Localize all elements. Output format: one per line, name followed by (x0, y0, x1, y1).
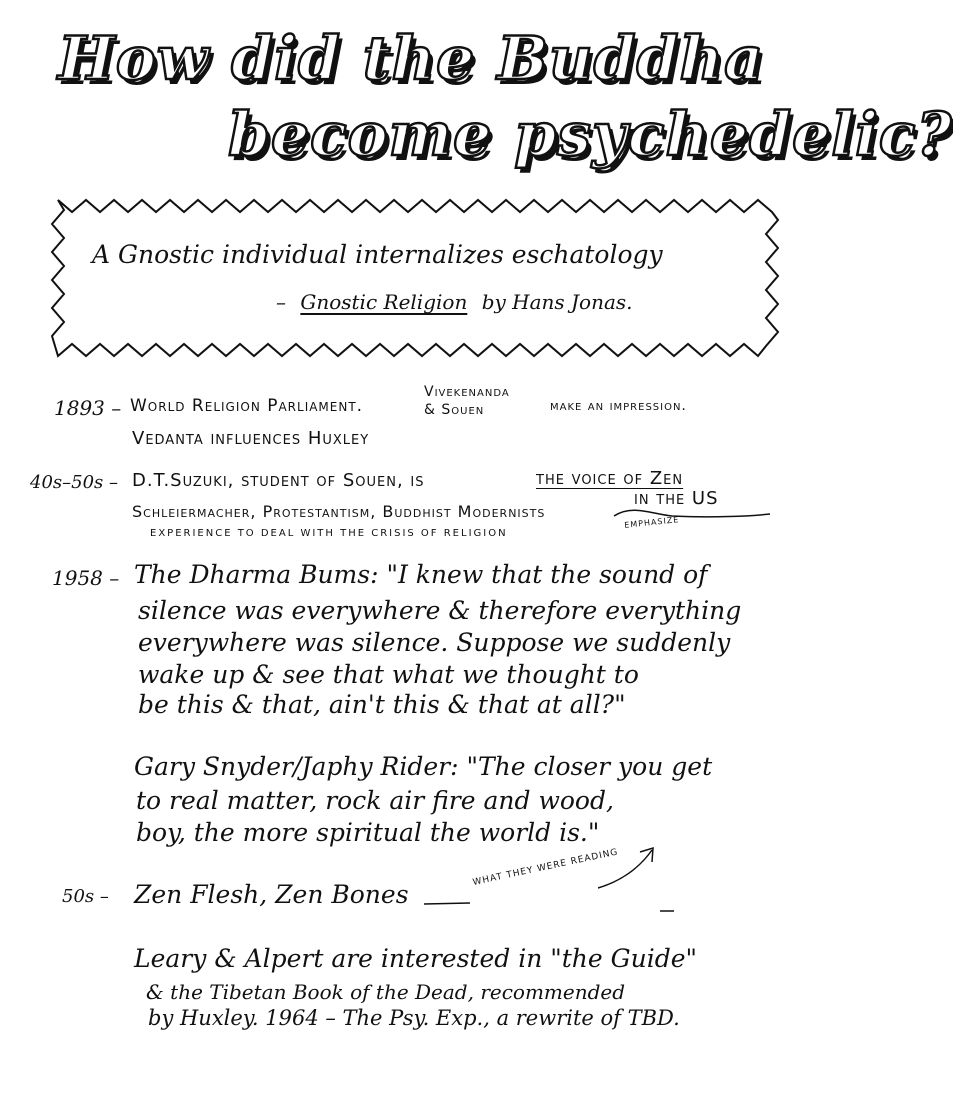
entry-1893-line-1-end: make an impression. (550, 398, 687, 414)
entry-1893-names-bottom: & Souen (424, 402, 485, 418)
entry-1958-line-4: wake up & see that what we thought to (138, 660, 639, 689)
entry-1958-line-3: everywhere was silence. Suppose we suddenly (138, 628, 731, 657)
leary-line-2: & the Tibetan Book of the Dead, recommended (146, 980, 626, 1004)
leary-line-3: by Huxley. 1964 – The Psy. Exp., a rewrite of TBD. (148, 1006, 680, 1030)
arrow-icon (594, 838, 664, 898)
year-50s: 50s – (62, 886, 109, 907)
snyder-line-1: Gary Snyder/Japhy Rider: "The closer you get (134, 752, 713, 781)
entry-50s-note: WHAT THEY WERE READING (471, 847, 620, 888)
quote-attribution (276, 290, 633, 314)
snyder-line-2: to real matter, rock air fire and wood, (136, 786, 614, 815)
entry-50s-title: Zen Flesh, Zen Bones (134, 880, 409, 909)
entry-40s-line-2: Schleiermacher, Protestantism, Buddhist Modernists (132, 502, 546, 521)
entry-40s-in-the-us: in the US (634, 488, 719, 509)
entry-1958-line-1: The Dharma Bums: "I knew that the sound of (134, 560, 708, 589)
year-1958: 1958 – (52, 566, 120, 590)
entry-40s-voice-of-zen: the voice of Zen (536, 468, 684, 489)
attribution-dash: – (276, 290, 286, 314)
title-line-1: How did the Buddha (58, 24, 764, 94)
short-dash (660, 908, 680, 914)
entry-1893-line-2: Vedanta influences Huxley (132, 428, 370, 449)
quote-text: A Gnostic individual internalizes eschatology (92, 240, 663, 269)
entry-40s-emphasize: emphasize (623, 511, 680, 531)
quote-frame (50, 198, 780, 358)
year-1893: 1893 – (54, 396, 122, 420)
entry-1958-line-2: silence was everywhere & therefore everything (138, 596, 742, 625)
year-40s-50s: 40s–50s – (30, 472, 119, 493)
quote-book-title: Gnostic Religion (300, 290, 468, 314)
quote-author: by Hans Jonas. (481, 290, 633, 314)
title-line-2: become psychedelic? (228, 100, 953, 170)
entry-1893-names-top: Vivekenanda (424, 384, 510, 400)
leary-line-1: Leary & Alpert are interested in "the Guide" (134, 944, 698, 973)
entry-1893-line-1: World Religion Parliament. (130, 396, 364, 416)
entry-1958-line-5: be this & that, ain't this & that at all?" (138, 690, 626, 719)
entry-40s-line-3: EXPERIENCE TO DEAL WITH THE CRISIS OF RELIGION (150, 528, 508, 539)
snyder-line-3: boy, the more spiritual the world is." (136, 818, 600, 847)
entry-40s-line-1: D.T.Suzuki, student of Souen, is (132, 470, 425, 491)
note-line (424, 898, 474, 908)
